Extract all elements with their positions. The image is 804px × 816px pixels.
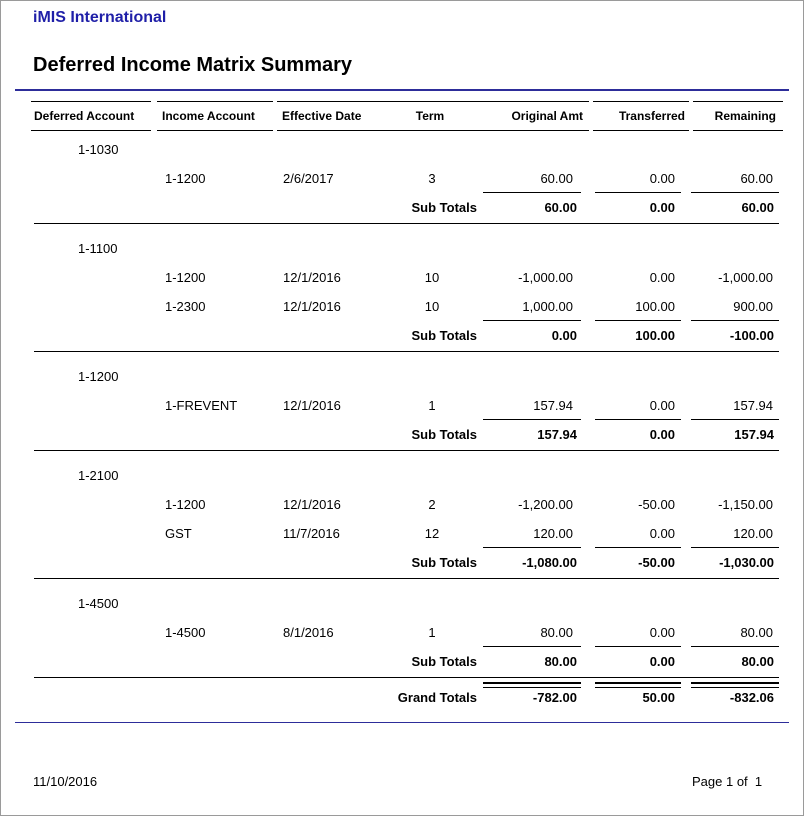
deferred-account: 1-2100 — [78, 468, 119, 483]
term: 1 — [428, 398, 436, 413]
organization-name: iMIS International — [33, 9, 167, 26]
subtotal-rule — [483, 192, 581, 193]
group-separator — [34, 578, 779, 579]
term: 3 — [428, 171, 436, 186]
subtotal-rule — [691, 320, 779, 321]
effective-date: 12/1/2016 — [283, 299, 341, 314]
grand-total-transferred: 50.00 — [642, 690, 675, 705]
footer-page-number — [692, 774, 762, 789]
grand-total-remaining: -832.06 — [729, 690, 774, 705]
original-amt: -1,000.00 — [518, 270, 573, 285]
subtotal-label: Sub Totals — [411, 555, 477, 570]
remaining: 120.00 — [733, 526, 773, 541]
subtotal-transferred: 0.00 — [649, 654, 675, 669]
subtotal-remaining: 80.00 — [741, 654, 774, 669]
remaining: -1,000.00 — [718, 270, 773, 285]
term: 1 — [428, 625, 436, 640]
header-remaining: Remaining — [693, 101, 783, 131]
subtotal-transferred: 0.00 — [649, 427, 675, 442]
grand-total-rule — [691, 682, 779, 688]
deferred-account: 1-4500 — [78, 596, 119, 611]
grand-total-rule — [595, 682, 681, 688]
remaining: 60.00 — [740, 171, 773, 186]
subtotal-remaining: 157.94 — [734, 427, 774, 442]
subtotal-remaining: -1,030.00 — [719, 555, 774, 570]
transferred: 0.00 — [649, 171, 675, 186]
deferred-account: 1-1100 — [78, 241, 118, 256]
report-title: Deferred Income Matrix Summary — [33, 54, 353, 76]
income-account: 1-1200 — [165, 171, 206, 186]
deferred-account: 1-1200 — [78, 369, 119, 384]
subtotal-rule — [691, 646, 779, 647]
subtotal-remaining: -100.00 — [729, 328, 774, 343]
income-account: 1-2300 — [165, 299, 206, 314]
subtotal-rule — [691, 547, 779, 548]
income-account: 1-1200 — [165, 270, 206, 285]
page-total: 1 — [754, 774, 763, 789]
income-account: GST — [165, 526, 192, 541]
subtotal-rule — [483, 419, 581, 420]
transferred: 100.00 — [635, 299, 675, 314]
subtotal-rule — [595, 320, 681, 321]
effective-date: 12/1/2016 — [283, 398, 341, 413]
footer-date: 11/10/2016 — [33, 774, 98, 789]
effective-date: 12/1/2016 — [283, 270, 341, 285]
subtotal-original-amt: 157.94 — [537, 427, 577, 442]
subtotal-label: Sub Totals — [411, 200, 477, 215]
subtotal-original-amt: -1,080.00 — [522, 555, 577, 570]
subtotal-label: Sub Totals — [411, 427, 477, 442]
subtotal-rule — [483, 547, 581, 548]
subtotal-original-amt: 60.00 — [544, 200, 577, 215]
footer-divider — [15, 722, 789, 723]
subtotal-label: Sub Totals — [411, 654, 477, 669]
subtotal-transferred: 0.00 — [649, 200, 675, 215]
subtotal-rule — [691, 192, 779, 193]
header-original-amt: Original Amt — [471, 101, 589, 131]
group-separator — [34, 450, 779, 451]
title-divider — [15, 89, 789, 91]
subtotal-rule — [595, 419, 681, 420]
page-label: Page 1 of — [692, 774, 748, 789]
grand-total-original-amt: -782.00 — [532, 690, 577, 705]
effective-date: 12/1/2016 — [283, 497, 341, 512]
group-separator — [34, 677, 779, 678]
subtotal-rule — [691, 419, 779, 420]
term: 12 — [424, 526, 440, 541]
remaining: -1,150.00 — [718, 497, 773, 512]
subtotal-rule — [483, 320, 581, 321]
group-separator — [34, 223, 779, 224]
subtotal-label: Sub Totals — [411, 328, 477, 343]
effective-date: 11/7/2016 — [283, 526, 340, 541]
transferred: 0.00 — [649, 625, 675, 640]
original-amt: 120.00 — [533, 526, 573, 541]
grand-total-label: Grand Totals — [397, 690, 477, 705]
header-term: Term — [389, 101, 471, 131]
income-account: 1-4500 — [165, 625, 206, 640]
income-account: 1-FREVENT — [165, 398, 238, 413]
transferred: 0.00 — [649, 398, 675, 413]
subtotal-rule — [595, 192, 681, 193]
grand-total-rule — [483, 682, 581, 688]
subtotal-rule — [595, 547, 681, 548]
term: 2 — [428, 497, 436, 512]
subtotal-rule — [595, 646, 681, 647]
effective-date: 2/6/2017 — [283, 171, 334, 186]
header-income-account: Income Account — [157, 101, 273, 131]
original-amt: 157.94 — [533, 398, 573, 413]
subtotal-rule — [483, 646, 581, 647]
deferred-account: 1-1030 — [78, 142, 119, 157]
remaining: 80.00 — [740, 625, 773, 640]
income-account: 1-1200 — [165, 497, 206, 512]
original-amt: 60.00 — [540, 171, 573, 186]
transferred: -50.00 — [638, 497, 675, 512]
term: 10 — [424, 299, 440, 314]
original-amt: 80.00 — [540, 625, 573, 640]
group-separator — [34, 351, 779, 352]
subtotal-transferred: 100.00 — [635, 328, 675, 343]
remaining: 157.94 — [733, 398, 773, 413]
subtotal-original-amt: 80.00 — [544, 654, 577, 669]
subtotal-remaining: 60.00 — [741, 200, 774, 215]
subtotal-transferred: -50.00 — [638, 555, 675, 570]
effective-date: 8/1/2016 — [283, 625, 334, 640]
transferred: 0.00 — [649, 270, 675, 285]
header-deferred-account: Deferred Account — [31, 101, 151, 131]
original-amt: 1,000.00 — [522, 299, 573, 314]
original-amt: -1,200.00 — [518, 497, 573, 512]
term: 10 — [424, 270, 440, 285]
subtotal-original-amt: 0.00 — [551, 328, 577, 343]
header-effective-date: Effective Date — [277, 101, 389, 131]
remaining: 900.00 — [733, 299, 773, 314]
transferred: 0.00 — [649, 526, 675, 541]
header-transferred: Transferred — [593, 101, 689, 131]
